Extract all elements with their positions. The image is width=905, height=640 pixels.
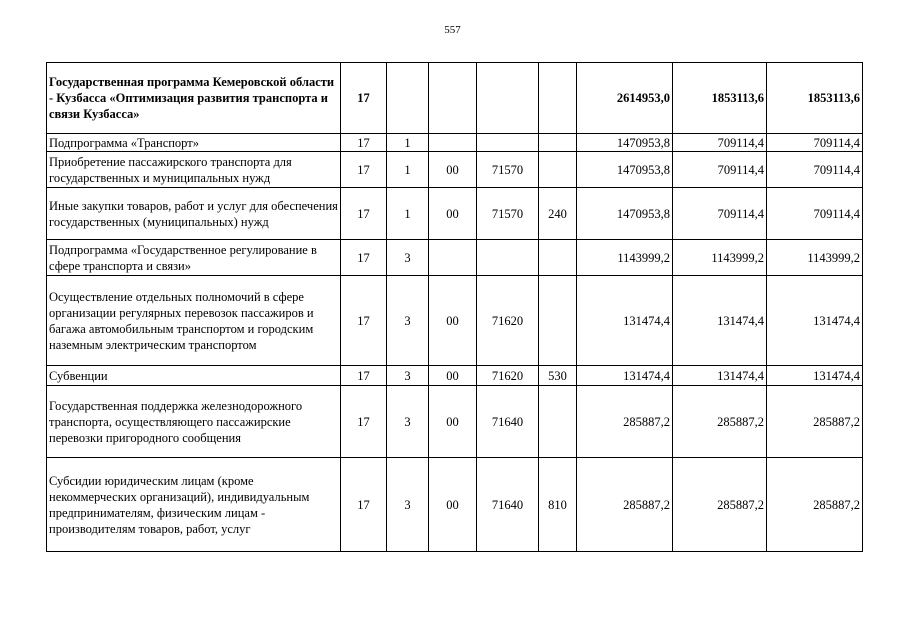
cell-direction: 71570 — [477, 188, 539, 240]
cell-amount-year2: 709114,4 — [673, 152, 767, 188]
cell-subprogram: 00 — [429, 188, 477, 240]
cell-amount-year1: 1470953,8 — [577, 188, 673, 240]
table-row — [47, 63, 863, 134]
cell-amount-year1: 1143999,2 — [577, 240, 673, 276]
cell-amount-year2: 285887,2 — [673, 386, 767, 458]
cell-ved: 17 — [341, 458, 387, 552]
row-name: Иные закупки товаров, работ и услуг для обеспечения государственных (муниципальных) нужд — [47, 188, 341, 240]
cell-direction: 71640 — [477, 458, 539, 552]
cell-direction: 71620 — [477, 276, 539, 366]
table-body — [47, 63, 863, 552]
table-row — [47, 188, 863, 240]
cell-expense-type — [539, 152, 577, 188]
cell-expense-type — [539, 240, 577, 276]
budget-table — [46, 62, 863, 552]
row-name: Приобретение пассажирского транспорта для государственных и муниципальных нужд — [47, 152, 341, 188]
cell-expense-type — [539, 134, 577, 152]
cell-amount-year3: 285887,2 — [767, 458, 863, 552]
cell-expense-type: 530 — [539, 366, 577, 386]
table-row — [47, 366, 863, 386]
row-name: Субвенции — [47, 366, 341, 386]
cell-expense-type — [539, 386, 577, 458]
cell-subprogram — [429, 240, 477, 276]
table-row — [47, 276, 863, 366]
cell-program: 1 — [387, 134, 429, 152]
cell-subprogram: 00 — [429, 366, 477, 386]
cell-amount-year1: 285887,2 — [577, 386, 673, 458]
row-name: Субсидии юридическим лицам (кроме некоммерческих организаций), индивидуальным предпринимателям, физическим лицам - производителям товаров, работ, услуг — [47, 458, 341, 552]
cell-ved: 17 — [341, 276, 387, 366]
cell-amount-year1: 2614953,0 — [577, 63, 673, 134]
cell-amount-year1: 131474,4 — [577, 366, 673, 386]
cell-ved: 17 — [341, 63, 387, 134]
cell-amount-year1: 285887,2 — [577, 458, 673, 552]
row-name: Государственная программа Кемеровской области - Кузбасса «Оптимизация развития транспорта и связи Кузбасса» — [47, 63, 341, 134]
cell-amount-year3: 131474,4 — [767, 366, 863, 386]
cell-subprogram: 00 — [429, 386, 477, 458]
cell-subprogram: 00 — [429, 458, 477, 552]
cell-amount-year2: 709114,4 — [673, 134, 767, 152]
cell-direction: 71570 — [477, 152, 539, 188]
cell-amount-year3: 709114,4 — [767, 152, 863, 188]
cell-amount-year3: 1853113,6 — [767, 63, 863, 134]
table-row — [47, 152, 863, 188]
cell-amount-year1: 1470953,8 — [577, 134, 673, 152]
cell-amount-year2: 131474,4 — [673, 366, 767, 386]
cell-subprogram — [429, 134, 477, 152]
cell-amount-year1: 1470953,8 — [577, 152, 673, 188]
cell-direction — [477, 134, 539, 152]
cell-amount-year3: 285887,2 — [767, 386, 863, 458]
cell-amount-year3: 709114,4 — [767, 134, 863, 152]
row-name: Подпрограмма «Государственное регулирование в сфере транспорта и связи» — [47, 240, 341, 276]
cell-subprogram: 00 — [429, 276, 477, 366]
cell-program: 1 — [387, 152, 429, 188]
cell-direction — [477, 240, 539, 276]
cell-amount-year2: 131474,4 — [673, 276, 767, 366]
cell-ved: 17 — [341, 386, 387, 458]
cell-direction: 71620 — [477, 366, 539, 386]
cell-program: 3 — [387, 366, 429, 386]
cell-amount-year3: 709114,4 — [767, 188, 863, 240]
cell-amount-year2: 709114,4 — [673, 188, 767, 240]
page-number: 557 — [444, 24, 461, 36]
cell-amount-year3: 131474,4 — [767, 276, 863, 366]
cell-ved: 17 — [341, 240, 387, 276]
cell-expense-type: 240 — [539, 188, 577, 240]
cell-direction — [477, 63, 539, 134]
cell-expense-type: 810 — [539, 458, 577, 552]
cell-program: 3 — [387, 458, 429, 552]
row-name: Государственная поддержка железнодорожного транспорта, осуществляющего пассажирские перевозки пригородного сообщения — [47, 386, 341, 458]
cell-subprogram: 00 — [429, 152, 477, 188]
cell-ved: 17 — [341, 134, 387, 152]
table-row — [47, 134, 863, 152]
cell-ved: 17 — [341, 152, 387, 188]
table-row — [47, 458, 863, 552]
cell-program — [387, 63, 429, 134]
cell-program: 3 — [387, 240, 429, 276]
cell-expense-type — [539, 276, 577, 366]
cell-program: 3 — [387, 276, 429, 366]
row-name: Подпрограмма «Транспорт» — [47, 134, 341, 152]
cell-expense-type — [539, 63, 577, 134]
cell-ved: 17 — [341, 366, 387, 386]
cell-subprogram — [429, 63, 477, 134]
cell-program: 1 — [387, 188, 429, 240]
cell-amount-year3: 1143999,2 — [767, 240, 863, 276]
row-name: Осуществление отдельных полномочий в сфере организации регулярных перевозок пассажиров и багажа автомобильным транспортом и городским наземным электрическим транспортом — [47, 276, 341, 366]
cell-direction: 71640 — [477, 386, 539, 458]
cell-amount-year2: 285887,2 — [673, 458, 767, 552]
cell-amount-year2: 1853113,6 — [673, 63, 767, 134]
cell-program: 3 — [387, 386, 429, 458]
table-row — [47, 240, 863, 276]
cell-amount-year1: 131474,4 — [577, 276, 673, 366]
cell-ved: 17 — [341, 188, 387, 240]
table-row — [47, 386, 863, 458]
cell-amount-year2: 1143999,2 — [673, 240, 767, 276]
